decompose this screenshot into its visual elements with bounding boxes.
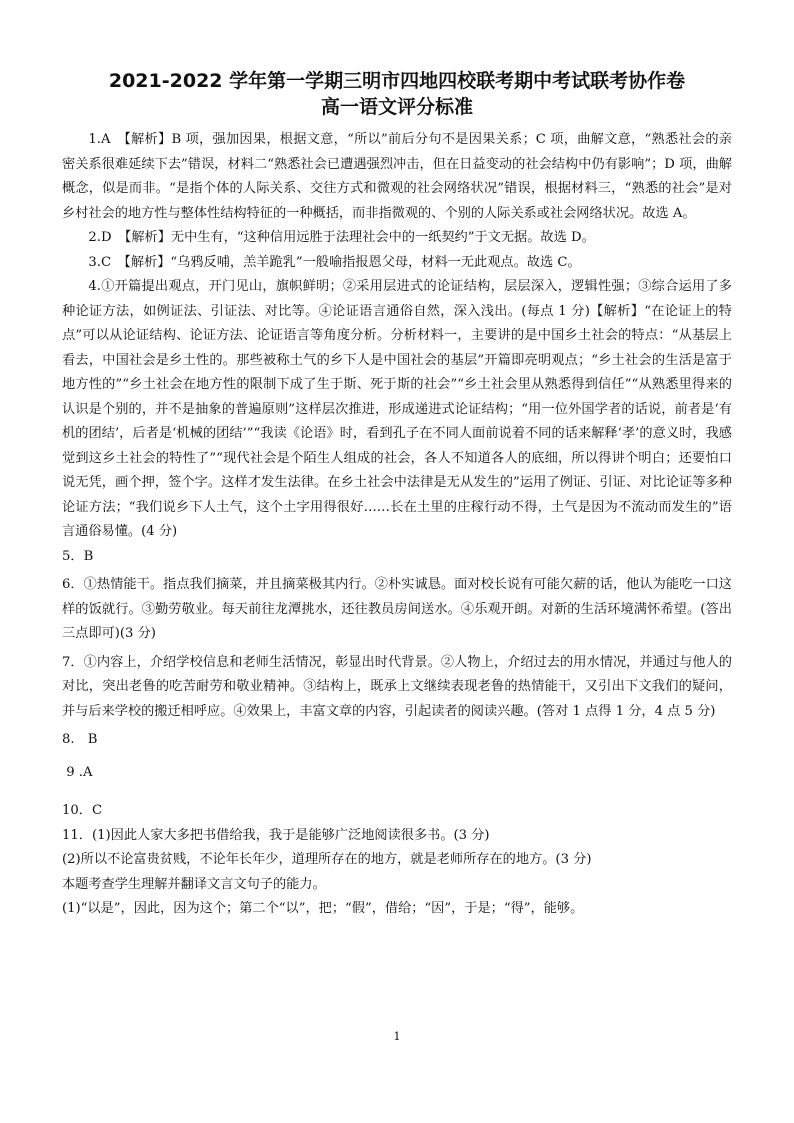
- answer-q3: 3.C 【解析】“乌鸦反哺，羔羊跪乳”一般喻指报恩父母，材料一无此观点。故选 C。: [88, 254, 581, 270]
- answer-q7: 7．①内容上，介绍学校信息和老师生活情况，彰显出时代背景。②人物上，介绍过去的用水情况，并通过与他人的对比，突出老鲁的吃苦耐劳和敬业精神。③结构上，既承上文继续表现老鲁的热情能干，又引出下文我们的疑问，并与后来学校的搬迁相呼应。④效果上，丰富文章的内容，引起读者的阅读兴趣。(答对 1 点得 1 分，4 点 5 分): [62, 654, 732, 719]
- answer-q5: 5．B: [62, 548, 94, 564]
- answer-q11-detail: (1)“以是”，因此，因为这个；第二个“以”，把；“假”，借给；“因”，于是；“得”，能够。: [62, 901, 584, 916]
- answer-q10: 10．C: [62, 803, 103, 818]
- answer-q4: 4.①开篇提出观点，开门见山，旗帜鲜明；②采用层进式的论证结构，层层深入，逻辑性强；③综合运用了多种论证方法，如例证法、引证法、对比等。④论证语言通俗自然，深入浅出。(每点 1 分)【解析】“在论证上的特点”可以从论证结构、论证方法、论证语言等角度分析。分析材料一，主要讲的是中国乡土社会的特点：“从基层上看去，中国社会是乡土性的。那些被称土气的乡下人是中国社会的基层”开篇即亮明观点；“乡土社会的生活是富于地方性的”“乡土社会在地方性的限制下成了生于斯、死于斯的社会”“乡土社会里从熟悉得到信任”“从熟悉里得来的认识是个别的，并不是抽象的普遍原则”这样层次推进，形成递进式论证结构；“用一位外国学者的话说，前者是‘有机的团结’，后者是‘机械的团结’”“我读《论语》时，看到孔子在不同人面前说着不同的话来解释‘孝’的意义时，我感觉到这乡土社会的特性了”“现代社会是个陌生人组成的社会，各人不知道各人的底细，所以得讲个明白；还要怕口说无凭，画个押，签个字。这样才发生法律。在乡土社会中法律是无从发生的”运用了例证、引证、对比论证等多种论证方法；“我们说乡下人土气，这个土字用得很好……长在土里的庄稼行动不得，土气是因为不流动而发生的”语言通俗易懂。(4 分): [62, 279, 732, 539]
- page-number: 1: [393, 1030, 401, 1043]
- answer-q1: 1.A 【解析】B 项，强加因果，根据文意，“所以”前后分句不是因果关系；C 项，曲解文意，“熟悉社会的亲密关系很难延续下去”错误，材料二“熟悉社会已遭遇强烈冲击，但在日益变动的社会结构中仍有影响”；D 项，曲解概念，似是而非。“是指个体的人际关系、交往方式和微观的社会网络状况”错误，根据材料三，“熟悉的社会”是对乡村社会的地方性与整体性结构特征的一种概括，而非指微观的、个别的人际关系或社会网络状况。故选 A。: [62, 132, 732, 221]
- answer-q2: 2.D 【解析】无中生有，“这种信用远胜于法理社会中的一纸契约”于文无据。故选 D。: [88, 230, 595, 245]
- answer-q6: 6．①热情能干。指点我们摘菜，并且摘菜极其内行。②朴实诚恳。面对校长说有可能欠薪的话，他认为能吃一口这样的饭就行。③勤劳敬业。每天前往龙潭挑水，还往教员房间送水。④乐观开朗。对新的生活环境满怀希望。(答出三点即可)(3 分): [62, 577, 732, 641]
- answer-q11-1: 11．(1)因此人家大多把书借给我，我于是能够广泛地阅读很多书。(3 分): [62, 827, 490, 843]
- answer-q11-2: (2)所以不论富贵贫贱，不论年长年少，道理所存在的地方，就是老师所存在的地方。(3 分): [62, 852, 592, 867]
- answer-q9: 9 .A: [62, 764, 93, 780]
- answer-q11-note: 本题考查学生理解并翻译文言文句子的能力。: [62, 876, 326, 892]
- doc-title: 2021-2022 学年第一学期三明市四地四校联考期中考试联考协作卷: [108, 70, 686, 92]
- doc-subtitle: 高一语文评分标准: [320, 96, 473, 118]
- answer-q8: 8. B: [62, 732, 98, 747]
